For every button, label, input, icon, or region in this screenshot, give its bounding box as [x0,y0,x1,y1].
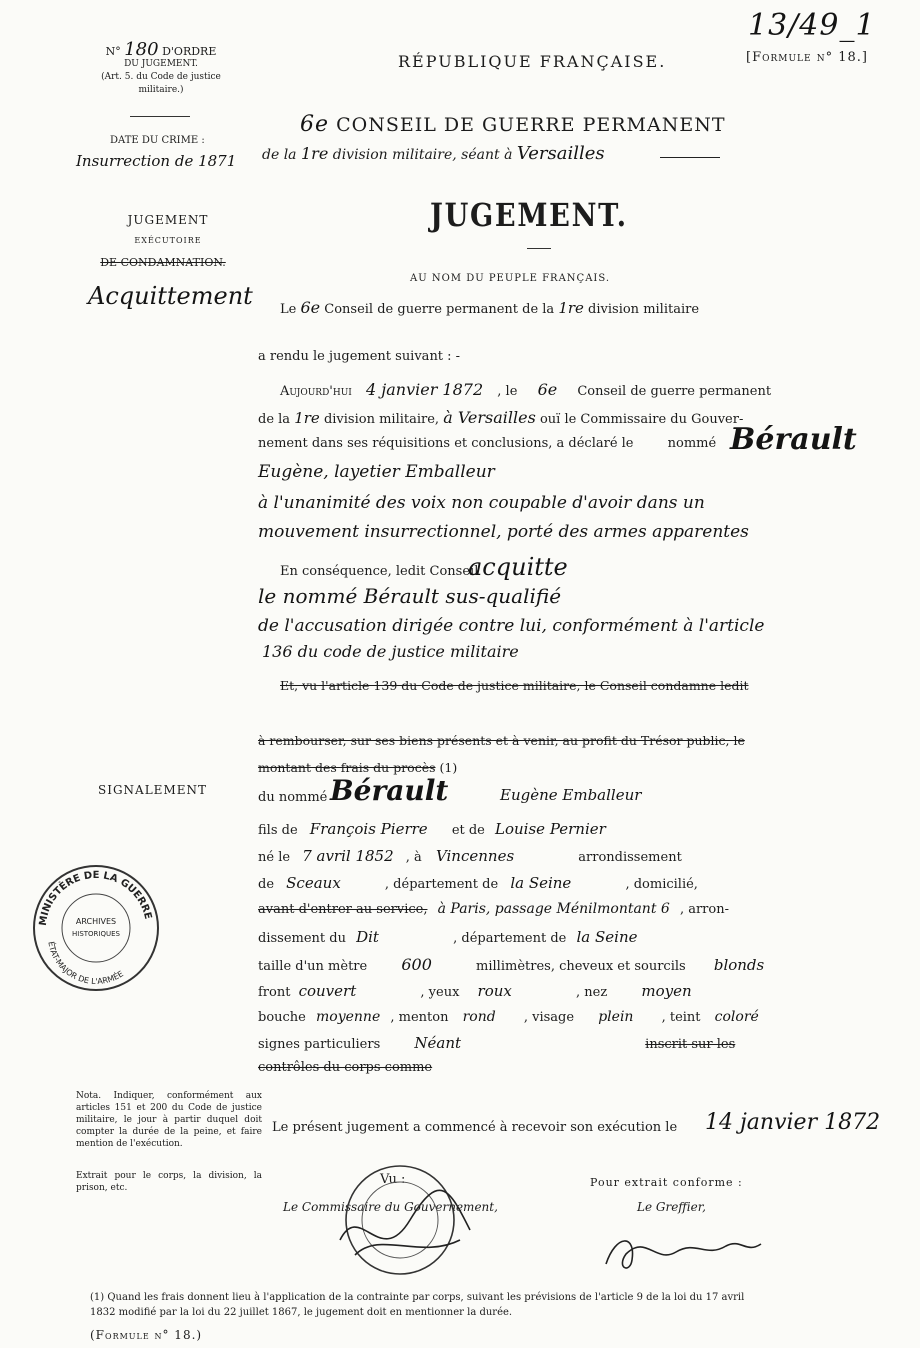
aujourdhui-label: Aujourd'hui [280,384,352,399]
signes-val: Néant [414,1034,462,1052]
teint: , teint [661,1010,701,1025]
sig-name: Bérault [330,774,449,807]
hand-line-5: de l'accusation dirigée contre lui, conformément à l'article [258,616,765,636]
bouche-val: moyenne [316,1009,381,1025]
division-line [262,143,605,164]
sig-fils-line [258,820,606,838]
stamp-inner1: ARCHIVES [75,917,117,926]
accused-name: Bérault [730,422,857,457]
ordre-no-value: 180 [124,39,159,60]
sig-signes-line [258,1034,735,1052]
mother-name: Louise Pernier [495,820,606,838]
sig-controle: contrôles du corps comme [258,1060,433,1075]
struck-line-3 [258,760,457,775]
sig-de-line [258,874,698,892]
stamp-inner2: HISTORIQUES [72,930,120,938]
hand-line-4: le nommé Bérault sus-qualifié [258,584,562,608]
greffier-signature [596,1224,766,1284]
nota-text: Nota. Indiquer, conformément aux articles 151 et 200 du Code de justice militaire, le jour à partir duquel doit compter la durée de la peine, et faire mention de l'exécution. [76,1091,262,1149]
division-line-2 [258,408,743,427]
le-conseil-div: 1re [558,299,584,317]
footnote-line-1: (1) Quand les frais donnent lieu à l'application de la contrainte par corps, suivant les prévisions de l'article 9 de la loi du 17 avril [90,1292,745,1303]
conseil-line [300,112,726,137]
father-name: François Pierre [309,820,428,838]
arron: , arron- [679,902,729,917]
ordre-no-label: N° [105,45,121,58]
dept1: la Seine [510,874,572,892]
conseil-label: CONSEIL DE GUERRE PERMANENT [336,114,726,136]
div2-city: à Versailles [443,408,536,427]
sig-avant-line [258,901,729,917]
division-text: division militaire, séant à [332,147,513,163]
struck-line-1: Et, vu l'article 139 du Code de justice militaire, le Conseil condamne ledit [280,678,749,693]
pour-extrait: Pour extrait conforme : [590,1176,743,1189]
consequence-text: En conséquence, ledit Conseil [280,564,479,579]
arr-value: Sceaux [286,874,341,892]
aujourdhui-le: , le [497,384,518,399]
arrondissement: arrondissement [578,850,682,865]
judgment-date: 4 janvier 1872 [366,380,484,399]
ordre-line4: militaire.) [138,85,184,95]
menton: , menton [390,1010,449,1025]
hand-line-1: Eugène, layetier Emballeur [258,462,495,482]
side-condamnation-struck: DE CONDAMNATION. [100,256,226,269]
et-de: et de [451,823,485,838]
dept2: la Seine [576,928,638,946]
sig-bouche-line [258,1009,759,1025]
stamp-outer-text: MINISTÈRE DE LA GUERRE [37,870,154,927]
formule-top: [Formule n° 18.] [746,50,868,65]
vu-label: Vu : [380,1172,406,1187]
greffier-label: Le Greffier, [637,1200,706,1214]
conseil-num: 6e [300,112,330,137]
taille: taille d'un mètre [258,959,368,974]
sig-dissement-line [258,928,638,946]
consequence-line [280,564,478,579]
div2-text2: ouï le Commissaire du Gouver- [539,412,744,427]
hand-line-2: à l'unanimité des voix non coupable d'avoir dans un [258,493,705,513]
le-conseil-line [280,298,699,317]
document-title: JUGEMENT. [430,196,628,234]
hand-line-3: mouvement insurrectionnel, porté des armes apparentes [258,522,749,542]
nement-text: nement dans ses réquisitions et conclusions, a déclaré le [258,436,634,451]
departement-de: , département de [384,877,499,892]
side-executoire: EXÉCUTOIRE [134,236,202,245]
dissement-du: dissement du [258,931,346,946]
nez: , nez [576,985,608,1000]
avant-service: avant d'entrer au service, [258,902,428,917]
aujourdhui-num: 6e [537,380,558,399]
ordre-line2: DU JUGEMENT. [124,59,198,69]
verdict: acquitte [468,553,568,581]
side-acquittement: Acquittement [88,282,253,310]
nota-extrait: Extrait pour le corps, la division, la prison, etc. [76,1171,262,1193]
footnote-mark: (1) [439,760,458,775]
le-conseil-num: 6e [300,298,321,317]
nomme: nommé [667,436,717,451]
struck-line-2: à rembourser, sur ses biens présents et à venir, au profit du Trésor public, le [258,733,745,748]
visage: , visage [523,1010,575,1025]
republique-heading: RÉPUBLIQUE FRANÇAISE. [398,52,667,71]
ordre-line1: D'ORDRE [162,45,217,58]
de: de [258,877,275,892]
millimetres: millimètres, cheveux et sourcils [476,959,686,974]
frais-proces: montant des frais du procès [258,760,436,775]
birth-date: 7 avril 1852 [302,847,394,865]
yeux-val: roux [477,982,512,1000]
a: , à [405,850,422,865]
domicile: à Paris, passage Ménilmontant 6 [437,901,670,917]
execution-date: 14 janvier 1872 [705,1110,881,1135]
front-val: couvert [298,982,357,1000]
sig-du-nomme: du nommé [258,790,328,805]
ne-le: né le [258,850,291,865]
div2-de-la: de la [258,412,291,427]
commissaire-stamp-signature [300,1160,500,1290]
side-jugement: JUGEMENT [127,213,209,227]
taille-mm: 600 [401,955,432,974]
aujourdhui-line [280,380,771,399]
visage-val: plein [598,1009,634,1025]
date-crime-value: Insurrection de 1871 [76,152,237,170]
archive-reference-number: 13/49_1 [748,8,876,43]
svg-text:ÉTAT-MAJOR DE L'ARMÉE [46,940,125,986]
sig-front-line [258,982,692,1000]
sig-name-extra: Eugène Emballeur [500,786,642,804]
archives-stamp [26,858,166,998]
fils-de: fils de [258,823,298,838]
date-crime-label: DATE DU CRIME : [110,135,205,146]
nez-val: moyen [641,982,692,1000]
front: front [258,985,291,1000]
footnote-line-2: 1832 modifié par la loi du 22 juillet 1867, le jugement doit en mentionner la durée. [90,1307,513,1318]
sig-ne-line [258,847,682,865]
bouche: bouche [258,1010,306,1025]
ordre-block [86,39,236,97]
ordre-line3: (Art. 5. du Code de justice [101,72,221,82]
commissaire-label: Le Commissaire du Gouvernement, [283,1200,498,1214]
signalement-label: SIGNALEMENT [98,783,207,797]
hand-line-6: 136 du code de justice militaire [262,642,519,661]
yeux: , yeux [420,985,460,1000]
au-nom: AU NOM DU PEUPLE FRANÇAIS. [410,273,611,284]
cheveux-val: blonds [713,956,765,974]
div2-num: 1re [294,409,320,427]
domicilie: , domicilié, [625,877,698,892]
execution-line: Le présent jugement a commencé à recevoir son exécution le [272,1120,678,1135]
le-conseil-text1: Conseil de guerre permanent de la [324,302,555,317]
formule-bottom: (Formule n° 18.) [90,1328,203,1342]
departement-de2: , département de [453,931,567,946]
teint-val: coloré [714,1009,759,1025]
div2-text1: division militaire, [323,412,440,427]
de-la: de la [262,147,297,163]
rendu-line: a rendu le jugement suivant : - [258,349,461,364]
division-num: 1re [300,144,329,163]
nement-line [258,436,716,451]
aujourdhui-text: Conseil de guerre permanent [577,384,772,399]
sig-taille-line [258,955,764,974]
le-conseil-text2: division militaire [588,302,700,317]
menton-val: rond [462,1009,496,1025]
inscrit: inscrit sur les [645,1037,736,1052]
birth-city: Vincennes [435,847,515,865]
le: Le [280,302,297,317]
stamp-bottom-text: ÉTAT-MAJOR DE L'ARMÉE [46,940,125,987]
seat-city: Versailles [516,143,605,164]
signes: signes particuliers [258,1037,381,1052]
arr2: Dit [356,928,379,946]
